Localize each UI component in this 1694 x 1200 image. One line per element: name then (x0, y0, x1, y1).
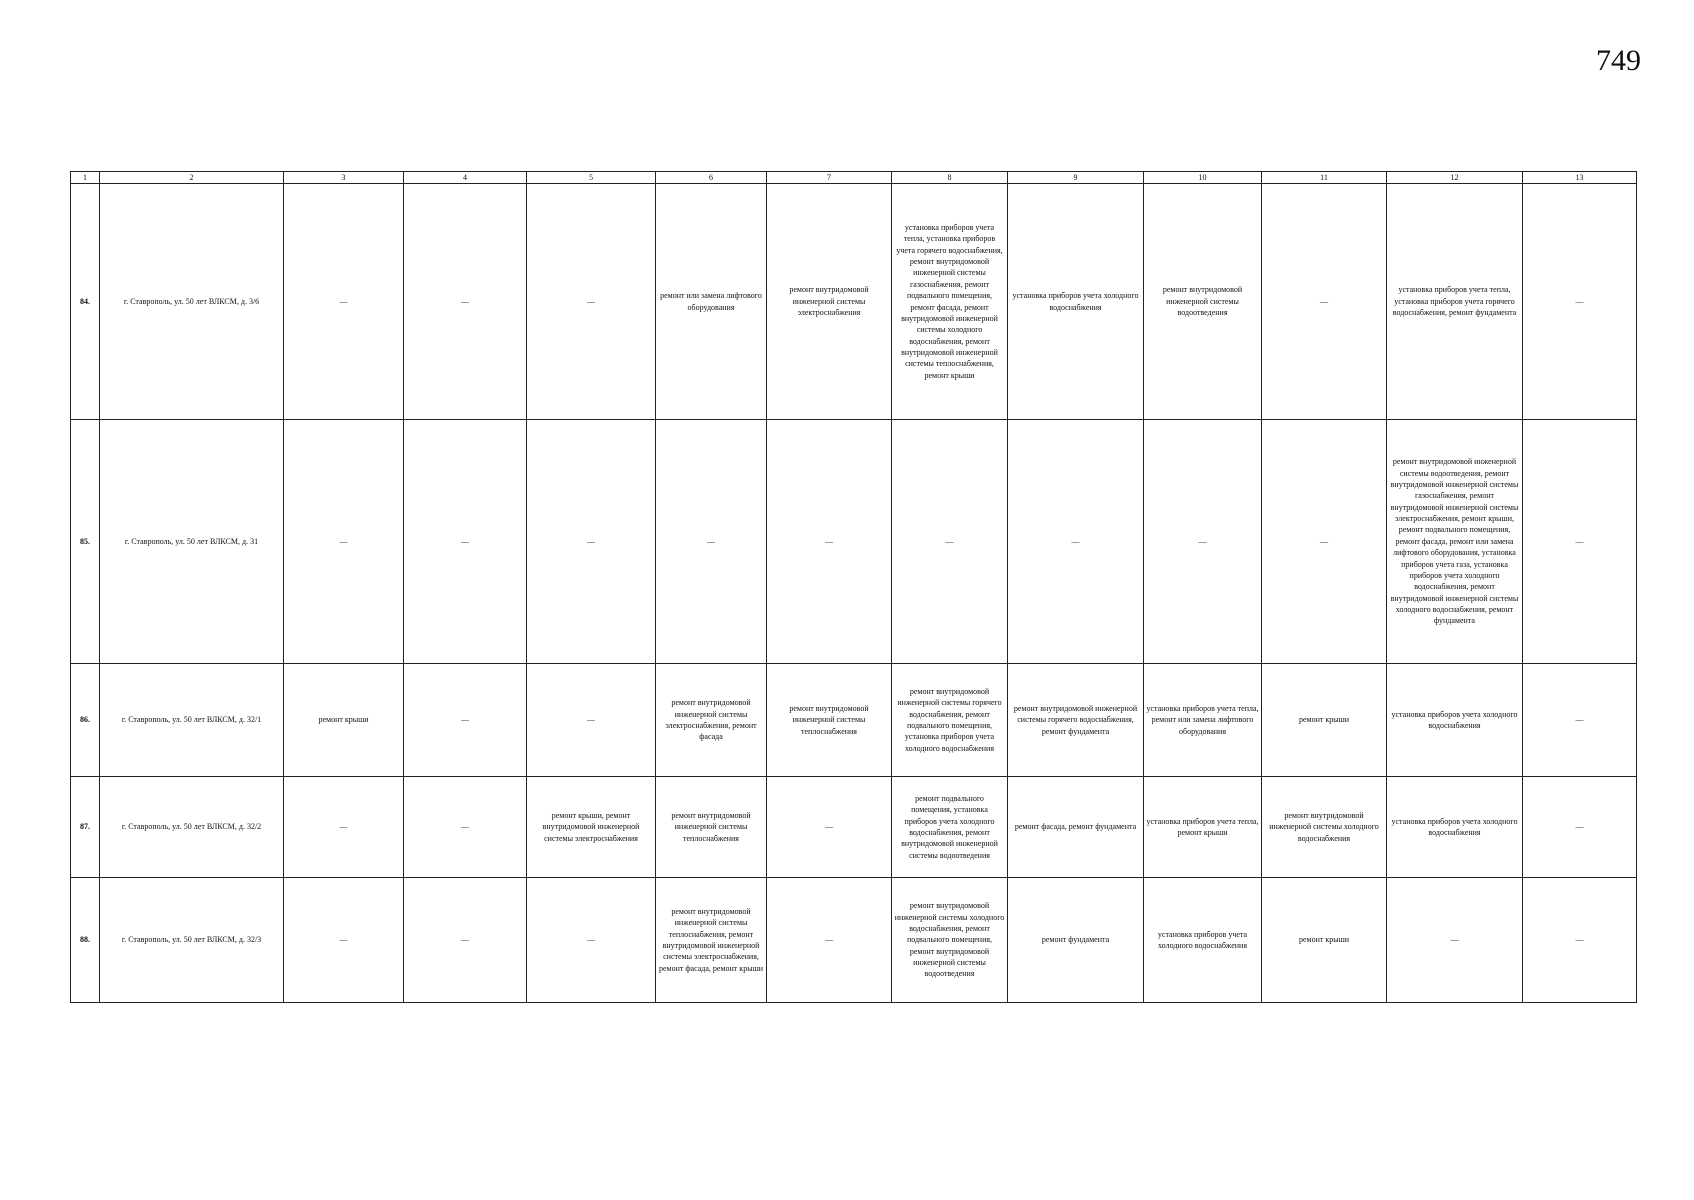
address-cell: г. Ставрополь, ул. 50 лет ВЛКСМ, д. 31 (100, 420, 284, 664)
column-number: 4 (404, 172, 527, 184)
work-cell: — (1262, 420, 1387, 664)
work-cell: ремонт внутридомовой инженерной системы водоотведения, ремонт внутридомовой инженерной системы газоснабжения, ремонт внутридомовой инженерной системы электроснабжения, ремонт крыши, ремонт подвального помещения, ремонт фасада, ремонт или замена лифтового оборудования, установка приборов учета газа, установка приборов учета холодного водоснабжения, ремонт внутридомовой инженерной системы холодного водоснабжения, ремонт фундамента (1387, 420, 1523, 664)
work-cell: — (1523, 878, 1637, 1003)
work-cell: ремонт внутридомовой инженерной системы теплоснабжения (767, 664, 892, 777)
work-cell: — (404, 184, 527, 420)
work-cell: — (767, 777, 892, 878)
column-number: 2 (100, 172, 284, 184)
work-cell: — (404, 777, 527, 878)
row-index: 85. (71, 420, 100, 664)
column-number: 1 (71, 172, 100, 184)
column-number: 7 (767, 172, 892, 184)
work-cell: — (1008, 420, 1144, 664)
work-cell: установка приборов учета холодного водоснабжения (1144, 878, 1262, 1003)
work-cell: — (527, 184, 656, 420)
work-cell: — (1523, 420, 1637, 664)
work-cell: установка приборов учета тепла, ремонт крыши (1144, 777, 1262, 878)
address-cell: г. Ставрополь, ул. 50 лет ВЛКСМ, д. 32/3 (100, 878, 284, 1003)
table-row (71, 184, 1637, 420)
work-cell: ремонт внутридомовой инженерной системы электроснабжения, ремонт фасада (656, 664, 767, 777)
column-number-row (71, 172, 1637, 184)
work-cell: ремонт фундамента (1008, 878, 1144, 1003)
work-cell: — (1387, 878, 1523, 1003)
row-index: 87. (71, 777, 100, 878)
column-number: 12 (1387, 172, 1523, 184)
work-cell: — (767, 420, 892, 664)
column-number: 5 (527, 172, 656, 184)
work-cell: ремонт фасада, ремонт фундамента (1008, 777, 1144, 878)
work-cell: — (1144, 420, 1262, 664)
table-row (71, 664, 1637, 777)
work-cell: установка приборов учета тепла, установка приборов учета горячего водоснабжения, ремонт фундамента (1387, 184, 1523, 420)
table-row (71, 878, 1637, 1003)
column-number: 13 (1523, 172, 1637, 184)
column-number: 11 (1262, 172, 1387, 184)
repair-schedule-table (70, 171, 1637, 1003)
work-cell: — (404, 664, 527, 777)
work-cell: ремонт внутридомовой инженерной системы холодного водоснабжения, ремонт подвального помещения, ремонт внутридомовой инженерной системы водоотведения (892, 878, 1008, 1003)
work-cell: ремонт внутридомовой инженерной системы теплоснабжения (656, 777, 767, 878)
work-cell: ремонт внутридомовой инженерной системы горячего водоснабжения, ремонт фундамента (1008, 664, 1144, 777)
work-cell: — (527, 878, 656, 1003)
work-cell: ремонт крыши (1262, 878, 1387, 1003)
column-number: 3 (284, 172, 404, 184)
work-cell: установка приборов учета тепла, ремонт или замена лифтового оборудования (1144, 664, 1262, 777)
column-number: 8 (892, 172, 1008, 184)
column-number: 6 (656, 172, 767, 184)
table-body (71, 172, 1637, 1003)
work-cell: ремонт крыши (1262, 664, 1387, 777)
work-cell: — (527, 420, 656, 664)
table-row (71, 420, 1637, 664)
address-cell: г. Ставрополь, ул. 50 лет ВЛКСМ, д. 32/1 (100, 664, 284, 777)
address-cell: г. Ставрополь, ул. 50 лет ВЛКСМ, д. 32/2 (100, 777, 284, 878)
work-cell: — (404, 420, 527, 664)
column-number: 9 (1008, 172, 1144, 184)
column-number: 10 (1144, 172, 1262, 184)
page-number: 749 (1596, 44, 1641, 77)
work-cell: установка приборов учета тепла, установка приборов учета горячего водоснабжения, ремонт внутридомовой инженерной системы газоснабжения, ремонт подвального помещения, ремонт фасада, ремонт внутридомовой инженерной системы холодного водоснабжения, ремонт внутридомовой инженерной системы теплоснабжения, ремонт крыши (892, 184, 1008, 420)
work-cell: — (1523, 184, 1637, 420)
table-row (71, 777, 1637, 878)
work-cell: ремонт или замена лифтового оборудования (656, 184, 767, 420)
row-index: 88. (71, 878, 100, 1003)
work-cell: установка приборов учета холодного водоснабжения (1387, 664, 1523, 777)
work-cell: ремонт крыши, ремонт внутридомовой инженерной системы электроснабжения (527, 777, 656, 878)
work-cell: установка приборов учета холодного водоснабжения (1387, 777, 1523, 878)
work-cell: — (1262, 184, 1387, 420)
work-cell: — (1523, 777, 1637, 878)
work-cell: — (767, 878, 892, 1003)
work-cell: ремонт внутридомовой инженерной системы электроснабжения (767, 184, 892, 420)
work-cell: — (284, 777, 404, 878)
work-cell: — (1523, 664, 1637, 777)
address-cell: г. Ставрополь, ул. 50 лет ВЛКСМ, д. 3/6 (100, 184, 284, 420)
work-cell: ремонт подвального помещения, установка приборов учета холодного водоснабжения, ремонт внутридомовой инженерной системы водоотведения (892, 777, 1008, 878)
work-cell: ремонт внутридомовой инженерной системы горячего водоснабжения, ремонт подвального помещения, установка приборов учета холодного водоснабжения (892, 664, 1008, 777)
row-index: 86. (71, 664, 100, 777)
work-cell: — (284, 184, 404, 420)
work-cell: ремонт внутридомовой инженерной системы водоотведения (1144, 184, 1262, 420)
work-cell: — (527, 664, 656, 777)
work-cell: — (284, 878, 404, 1003)
work-cell: — (404, 878, 527, 1003)
work-cell: ремонт внутридомовой инженерной системы холодного водоснабжения (1262, 777, 1387, 878)
work-cell: ремонт крыши (284, 664, 404, 777)
work-cell: установка приборов учета холодного водоснабжения (1008, 184, 1144, 420)
row-index: 84. (71, 184, 100, 420)
work-cell: — (892, 420, 1008, 664)
work-cell: — (284, 420, 404, 664)
work-cell: — (656, 420, 767, 664)
work-cell: ремонт внутридомовой инженерной системы теплоснабжения, ремонт внутридомовой инженерной системы электроснабжения, ремонт фасада, ремонт крыши (656, 878, 767, 1003)
